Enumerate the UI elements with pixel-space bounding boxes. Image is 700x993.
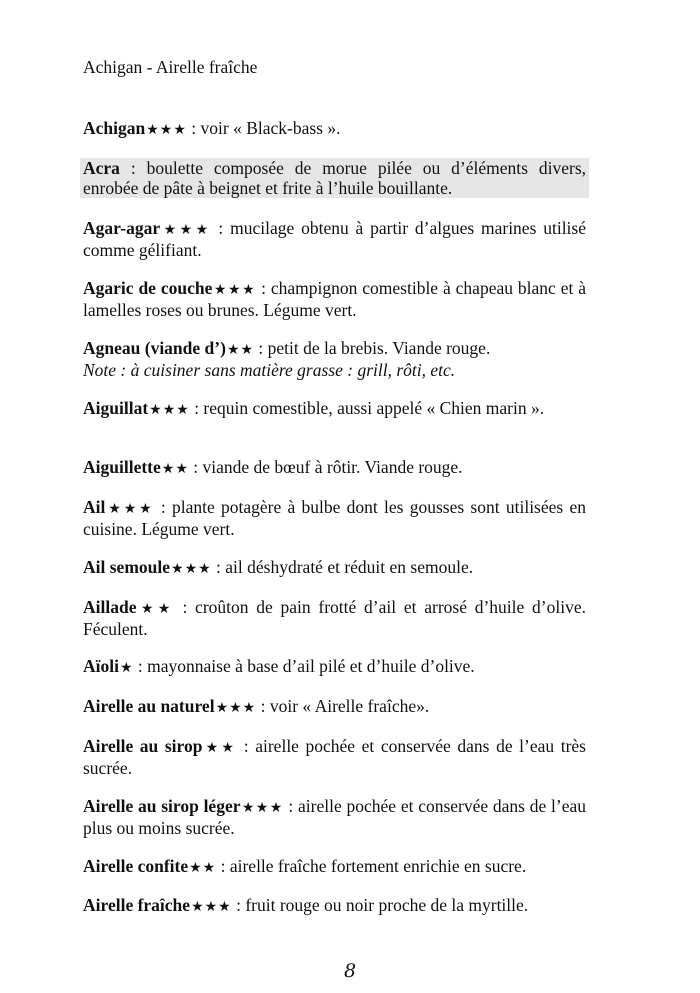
entry-term: Ail bbox=[83, 497, 106, 517]
star-rating-icon: ★★★ bbox=[106, 501, 155, 517]
star-rating-icon: ★★ bbox=[137, 601, 175, 617]
entry-definition: : airelle fraîche fortement enrichie en sucre. bbox=[216, 856, 527, 876]
entry-term: Aillade bbox=[83, 597, 137, 617]
entry-term: Agar-agar bbox=[83, 218, 161, 238]
entry-definition: : airelle pochée et conservée dans de l’eau plus ou moins sucrée. bbox=[83, 796, 586, 838]
star-rating-icon: ★★★ bbox=[241, 800, 284, 816]
entry-ail-semoule bbox=[83, 557, 586, 579]
star-rating-icon: ★★ bbox=[226, 342, 255, 358]
entry-agneau bbox=[83, 338, 586, 380]
entry-aiguillat bbox=[83, 398, 586, 420]
entry-airelle-fraiche bbox=[83, 895, 586, 917]
entry-airelle-au-naturel bbox=[83, 696, 586, 718]
entry-agar-agar bbox=[83, 218, 586, 260]
entry-term: Aiguillat bbox=[83, 398, 149, 418]
entry-term: Airelle au sirop léger bbox=[83, 796, 241, 816]
entry-aillade bbox=[83, 597, 586, 639]
entry-term: Aïoli bbox=[83, 656, 119, 676]
entry-term: Agneau (viande d’) bbox=[83, 338, 226, 358]
entry-term: Airelle au naturel bbox=[83, 696, 215, 716]
entry-definition: : fruit rouge ou noir proche de la myrtille. bbox=[231, 895, 529, 915]
entry-definition: : airelle pochée et conservée dans de l’eau très sucrée. bbox=[83, 736, 586, 778]
entry-aiguillette bbox=[83, 457, 586, 479]
entry-airelle-au-sirop-leger bbox=[83, 796, 586, 838]
star-rating-icon: ★★ bbox=[203, 740, 238, 756]
entry-note: Note : à cuisiner sans matière grasse : grill, rôti, etc. bbox=[83, 360, 456, 380]
star-rating-icon: ★★ bbox=[161, 461, 189, 477]
entry-definition: : mayonnaise à base d’ail pilé et d’huile d’olive. bbox=[133, 656, 475, 676]
star-rating-icon: ★★★ bbox=[191, 899, 232, 915]
entry-term: Ail semoule bbox=[83, 557, 171, 577]
entry-term: Acra bbox=[83, 158, 120, 178]
entry-term: Airelle au sirop bbox=[83, 736, 203, 756]
entry-definition: : champignon comestible à chapeau blanc et à lamelles roses ou brunes. Légume vert. bbox=[83, 278, 587, 320]
entry-airelle-confite bbox=[83, 856, 586, 878]
entry-definition: : voir « Airelle fraîche». bbox=[256, 696, 430, 716]
entry-definition: : voir « Black-bass ». bbox=[186, 118, 341, 138]
entry-term: Agaric de couche bbox=[83, 278, 213, 298]
entry-term: Airelle fraîche bbox=[83, 895, 191, 915]
entry-term: Achigan bbox=[83, 118, 146, 138]
entry-airelle-au-sirop bbox=[83, 736, 586, 778]
star-rating-icon: ★★★ bbox=[146, 122, 187, 138]
page-number: 8 bbox=[343, 960, 357, 982]
entry-definition: : croûton de pain frotté d’ail et arrosé d’huile d’olive. Féculent. bbox=[83, 597, 586, 639]
entry-acra bbox=[80, 158, 589, 198]
star-rating-icon: ★★★ bbox=[161, 222, 212, 238]
entry-definition: : petit de la brebis. Viande rouge. bbox=[254, 338, 491, 358]
entry-definition: : viande de bœuf à rôtir. Viande rouge. bbox=[188, 457, 463, 477]
entry-aioli bbox=[83, 656, 586, 678]
entry-definition: : requin comestible, aussi appelé « Chien marin ». bbox=[189, 398, 545, 418]
star-rating-icon: ★ bbox=[119, 660, 134, 676]
running-title: Achigan - Airelle fraîche bbox=[83, 57, 258, 77]
star-rating-icon: ★★ bbox=[189, 860, 217, 876]
entry-definition: : plante potagère à bulbe dont les gousses sont utilisées en cuisine. Légume vert. bbox=[83, 497, 586, 539]
star-rating-icon: ★★★ bbox=[171, 561, 212, 577]
entry-definition: : ail déshydraté et réduit en semoule. bbox=[211, 557, 474, 577]
star-rating-icon: ★★★ bbox=[215, 700, 257, 716]
entry-agaric-de-couche bbox=[83, 278, 586, 320]
entry-term: Airelle confite bbox=[83, 856, 189, 876]
entry-definition: : mucilage obtenu à partir d’algues marines utilisé comme gélifiant. bbox=[83, 218, 586, 260]
entry-achigan bbox=[83, 118, 586, 140]
entry-definition: : boulette composée de morue pilée ou d’éléments divers, enrobée de pâte à beignet et frite à l’huile bouillante. bbox=[83, 158, 586, 198]
star-rating-icon: ★★★ bbox=[149, 402, 190, 418]
star-rating-icon: ★★★ bbox=[213, 282, 257, 298]
entry-term: Aiguillette bbox=[83, 457, 161, 477]
entry-ail bbox=[83, 497, 586, 539]
